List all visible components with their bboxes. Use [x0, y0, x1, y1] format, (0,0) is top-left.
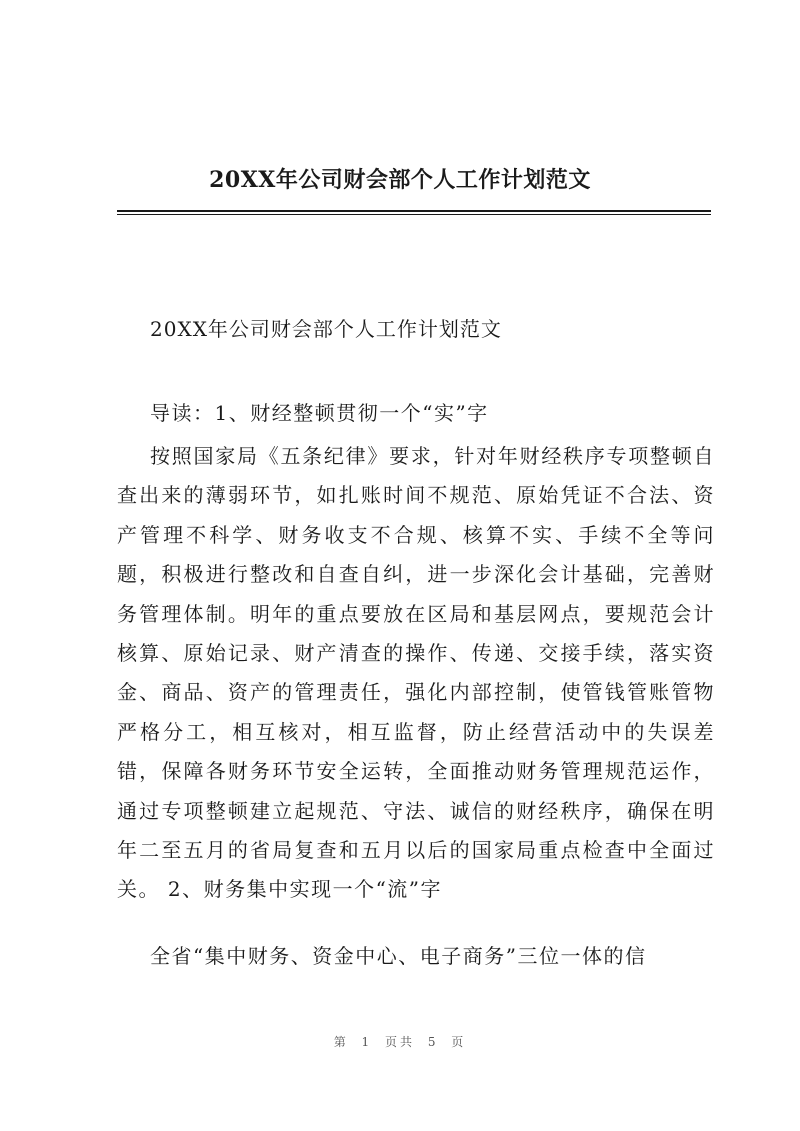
- document-header-title: 20XX年公司财会部个人工作计划范文: [209, 167, 591, 193]
- page-footer: 第 1 页共 5 页: [333, 1035, 467, 1049]
- header-divider-thin: [117, 214, 711, 215]
- body-paragraph-1: 按照国家局《五条纪律》要求，针对年财经秩序专项整顿自查出来的薄弱环节，如扎账时间不规范、原始凭证不合法、资产管理不科学、财务收支不合规、核算不实、手续不全等问题，积极进行整改和自查自纠，进一步深化会计基础，完善财务管理体制。明年的重点要放在区局和基层网点，要规范会计核算、原始记录、财产清查的操作、传递、交接手续，落实资金、商品、资产的管理责任，强化内部控制，使管钱管账管物严格分工，相互核对，相互监督，防止经营活动中的失误差错，保障各财务环节安全运转，全面推动财务管理规范运作，通过专项整顿建立起规范、守法、诚信的财经秩序，确保在明年二至五月的省局复查和五月以后的国家局重点检查中全面过关。 2、财务集中实现一个“流”字: [117, 444, 715, 902]
- header-divider-thick: [117, 210, 711, 212]
- intro-line: 导读：1、财经整顿贯彻一个“实”字: [150, 401, 489, 425]
- document-subtitle: 20XX年公司财会部个人工作计划范文: [150, 317, 502, 341]
- body-paragraph-2: 全省“集中财务、资金中心、电子商务”三位一体的信: [150, 944, 647, 968]
